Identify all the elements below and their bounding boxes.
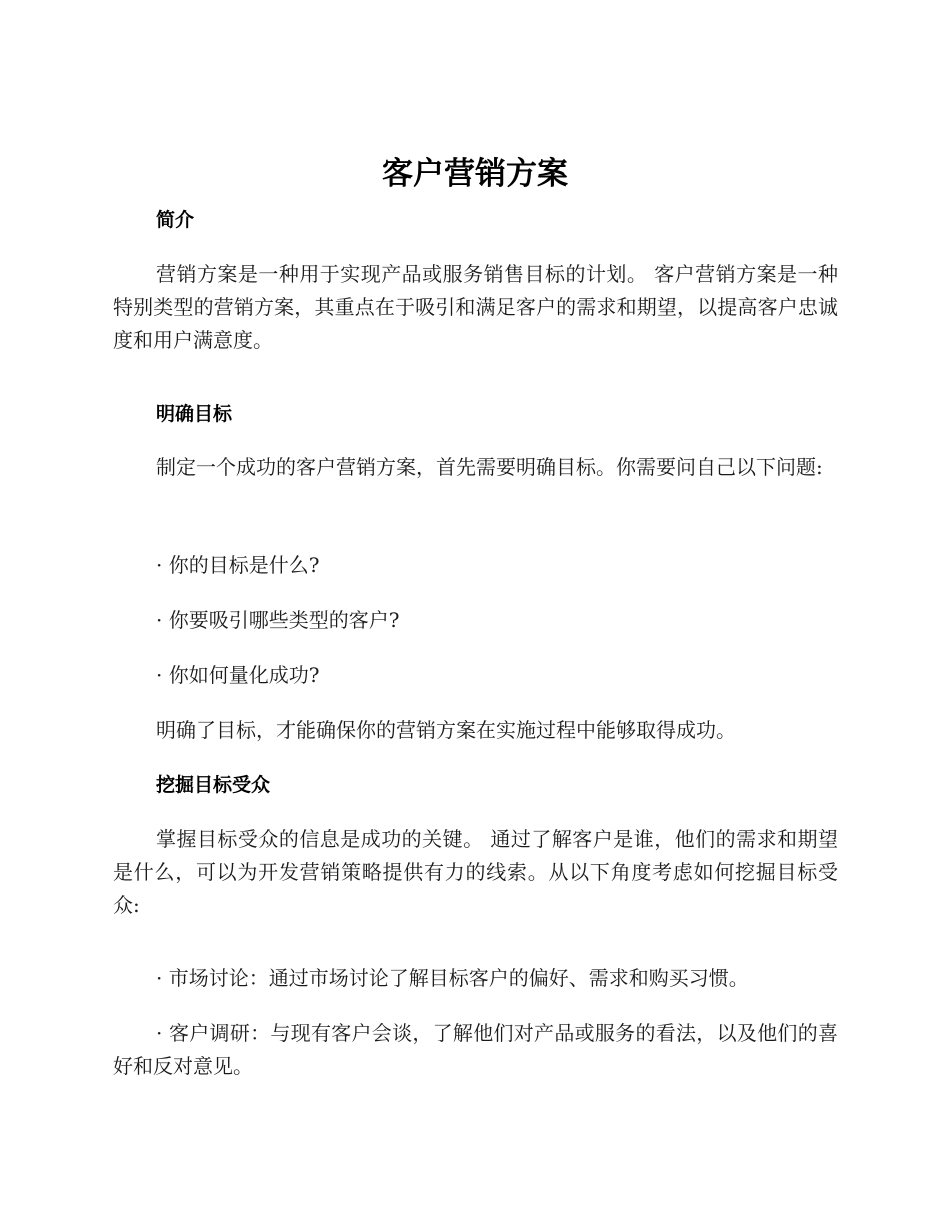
section-heading-goals: 明确目标 [156, 403, 233, 425]
document-title: 客户营销方案 [382, 156, 568, 192]
audience-paragraph: 掌握目标受众的信息是成功的关键。 通过了解客户是谁，他们的需求和期望是什么，可以为开发营销策略提供有力的线索。从以下角度考虑如何挖掘目标受众: [113, 827, 838, 917]
goals-paragraph: 制定一个成功的客户营销方案，首先需要明确目标。你需要问自己以下问题: [156, 455, 823, 479]
goals-bullet-3: · 你如何量化成功? [156, 663, 320, 687]
goals-bullet-1: · 你的目标是什么? [156, 553, 320, 577]
intro-paragraph: 营销方案是一种用于实现产品或服务销售目标的计划。 客户营销方案是一种特别类型的营销方案，其重点在于吸引和满足客户的需求和期望，以提高客户忠诚度和用户满意度。 [113, 262, 838, 352]
audience-bullet-2: · 客户调研：与现有客户会谈，了解他们对产品或服务的看法，以及他们的喜好和反对意见。 [113, 1021, 838, 1078]
goals-bullet-2: · 你要吸引哪些类型的客户? [156, 608, 400, 632]
section-heading-intro: 简介 [156, 209, 195, 231]
audience-bullet-1: · 市场讨论：通过市场讨论了解目标客户的偏好、需求和购买习惯。 [156, 966, 749, 990]
goals-closing: 明确了目标，才能确保你的营销方案在实施过程中能够取得成功。 [156, 718, 736, 742]
section-heading-audience: 挖掘目标受众 [156, 774, 271, 796]
